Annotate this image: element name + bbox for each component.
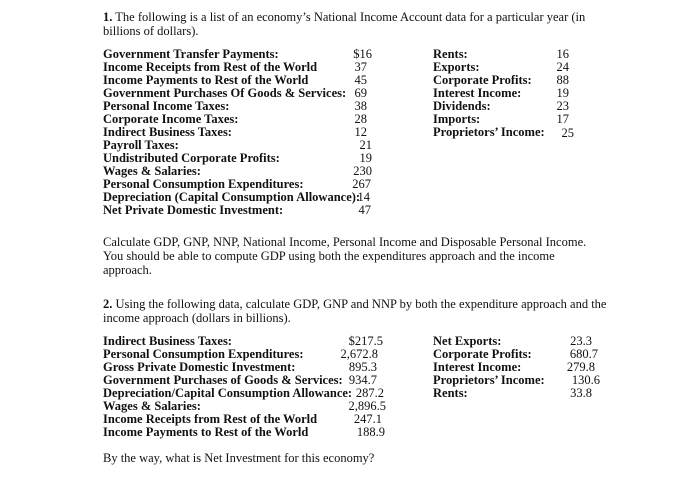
q1-right-label: Imports:: [433, 112, 481, 126]
q2-right-label: Interest Income:: [433, 360, 522, 374]
q1-left-label: Government Purchases Of Goods & Services:: [103, 86, 347, 100]
q2-intro: [103, 297, 613, 325]
q1-left-value: 38: [354, 99, 367, 113]
q1-left-label: Indirect Business Taxes:: [103, 125, 232, 139]
q2-right-label: Rents:: [433, 386, 468, 400]
q1-left-label: Income Payments to Rest of the World: [103, 73, 309, 87]
q1-left-label: Wages & Salaries:: [103, 164, 201, 178]
q1-left-label: Depreciation (Capital Consumption Allowance):: [103, 190, 361, 204]
q2-right-value: 33.8: [570, 386, 592, 400]
q1-right-label: Dividends:: [433, 99, 491, 113]
q1-right-label: Proprietors’ Income:: [433, 125, 545, 139]
q1-left-value: $16: [353, 47, 372, 61]
q2-left-label: Government Purchases of Goods & Services:: [103, 373, 343, 387]
q2-right-value: 279.8: [566, 360, 595, 374]
q2-left-label: Indirect Business Taxes:: [103, 334, 232, 348]
q2-left-value: 2,896.5: [348, 399, 386, 413]
q1-left-label: Corporate Income Taxes:: [103, 112, 239, 126]
q2-closing-question: By the way, what is Net Investment for this economy?: [103, 451, 375, 465]
q2-right-label: Proprietors’ Income:: [433, 373, 545, 387]
q2-intro-text: Using the following data, calculate GDP, GNP and NNP by both the expenditure approach and the income approach (dollars in billions).: [103, 297, 607, 325]
q2-left-label: Personal Consumption Expenditures:: [103, 347, 304, 361]
q1-left-value: 47: [358, 203, 371, 217]
q2-right-value: 23.3: [570, 334, 592, 348]
q2-number: 2.: [103, 297, 113, 311]
q1-right-value: 23: [556, 99, 569, 113]
q2-left-value: 934.7: [348, 373, 377, 387]
q2-left-value: 895.3: [348, 360, 377, 374]
q2-left-value: 2,672.8: [340, 347, 378, 361]
q1-intro-text: The following is a list of an economy’s National Income Account data for a particular year (in billions of dollars).: [103, 10, 586, 38]
q1-left-value: 19: [359, 151, 372, 165]
q1-instructions: Calculate GDP, GNP, NNP, National Income, Personal Income and Disposable Personal Income. You should be able to compute GDP using both the expenditures approach and the income approach.: [103, 235, 587, 277]
q2-right-label: Net Exports:: [433, 334, 502, 348]
q1-left-value: 69: [354, 86, 367, 100]
q1-left-label: Income Receipts from Rest of the World: [103, 60, 318, 74]
q1-left-value: 12: [354, 125, 367, 139]
q1-left-value: 45: [354, 73, 367, 87]
q1-intro: [103, 10, 603, 38]
q1-right-value: 88: [556, 73, 569, 87]
q1-right-label: Exports:: [433, 60, 480, 74]
q1-left-value: 14: [357, 190, 370, 204]
q2-left-value: 188.9: [356, 425, 385, 439]
q1-number: 1.: [103, 10, 113, 24]
q1-left-value: 28: [354, 112, 367, 126]
q1-right-value: 24: [556, 60, 569, 74]
q1-left-label: Undistributed Corporate Profits:: [103, 151, 280, 165]
q2-left-value: 287.2: [355, 386, 384, 400]
q2-left-label: Income Payments to Rest of the World: [103, 425, 309, 439]
q2-left-label: Gross Private Domestic Investment:: [103, 360, 296, 374]
q1-right-value: 17: [556, 112, 569, 126]
q1-left-value: 267: [352, 177, 371, 191]
q1-right-label: Rents:: [433, 47, 468, 61]
q1-right-label: Corporate Profits:: [433, 73, 532, 87]
q1-left-label: Personal Consumption Expenditures:: [103, 177, 304, 191]
q1-left-value: 21: [359, 138, 372, 152]
q1-right-value: 25: [561, 126, 574, 140]
q1-right-value: 16: [556, 47, 569, 61]
q1-left-value: 37: [354, 60, 367, 74]
q1-left-label: Net Private Domestic Investment:: [103, 203, 284, 217]
q2-right-label: Corporate Profits:: [433, 347, 532, 361]
q2-left-label: Wages & Salaries:: [103, 399, 201, 413]
q1-left-value: 230: [353, 164, 372, 178]
q2-right-value: 130.6: [571, 373, 600, 387]
q1-right-value: 19: [556, 86, 569, 100]
q2-left-value: $217.5: [348, 334, 383, 348]
q2-right-value: 680.7: [569, 347, 598, 361]
q1-right-label: Interest Income:: [433, 86, 522, 100]
q2-left-label: Income Receipts from Rest of the World: [103, 412, 318, 426]
q2-left-value: 247.1: [353, 412, 382, 426]
q1-left-label: Personal Income Taxes:: [103, 99, 230, 113]
q1-left-label: Government Transfer Payments:: [103, 47, 279, 61]
q1-left-label: Payroll Taxes:: [103, 138, 179, 152]
q2-left-label: Depreciation/Capital Consumption Allowance:: [103, 386, 353, 400]
